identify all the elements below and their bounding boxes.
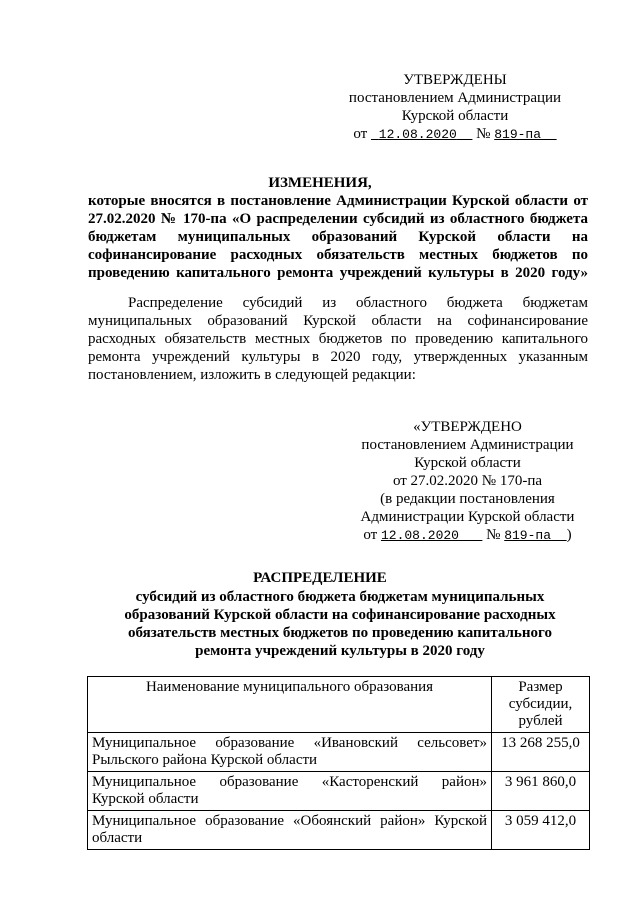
approval-title: УТВЕРЖДЕНЫ — [403, 72, 507, 88]
approval-inner-line-5: Администрации Курской области — [360, 509, 575, 525]
row-name-line: Муниципальное образование «Ивановский сельсовет» — [92, 735, 487, 751]
table-header-row — [88, 677, 590, 733]
approval-block-top — [330, 71, 580, 144]
table-row — [88, 811, 590, 850]
changes-line: бюджетам муниципальных образований Курской области на — [88, 229, 588, 245]
approval-inner-line-2: Курской области — [414, 455, 521, 471]
header-name: Наименование муниципального образования — [88, 677, 492, 733]
approval-block-inner — [345, 418, 590, 545]
approval-number: 819-па — [494, 127, 542, 142]
distribution-line: образований Курской области на софинансирование расходных — [124, 607, 556, 623]
row-name-line: Рыльского района Курской области — [92, 752, 318, 768]
approval-inner-line-4: (в редакции постановления — [380, 491, 555, 507]
row-amount: 3 961 860,0 — [492, 772, 590, 811]
approval-inner-line-1: постановлением Администрации — [361, 437, 574, 453]
changes-line: 27.02.2020 № 170-па «О распределении субсидий из областного бюджета — [88, 211, 588, 227]
header-amount-line: субсидии, — [508, 696, 573, 712]
table-row — [88, 772, 590, 811]
row-name-line: Курской области — [92, 791, 199, 807]
approval-inner-date-line — [345, 526, 590, 545]
distribution-table — [87, 676, 590, 850]
body-paragraph — [88, 294, 588, 384]
closing-paren: ) — [566, 527, 572, 543]
paragraph-line: Распределение субсидий из областного бюджета бюджетам — [128, 295, 588, 311]
distribution-heading: РАСПРЕДЕЛЕНИЕ — [253, 570, 387, 586]
ot-label: от — [363, 527, 378, 543]
approval-line-1: постановлением Администрации — [348, 90, 562, 106]
approval-inner-date: 12.08.2020 — [380, 528, 459, 543]
approval-date-line — [330, 125, 580, 144]
row-name-line: Муниципальное образование «Обоянский район» Курской — [92, 813, 487, 829]
row-amount: 3 059 412,0 — [492, 811, 590, 850]
changes-line: софинансирование расходных обязательств местных бюджетов по — [88, 247, 588, 263]
approval-inner-line-3: от 27.02.2020 № 170-па — [392, 473, 543, 489]
header-amount-line: Размер — [518, 679, 563, 695]
approval-inner-number: 819-па — [504, 528, 552, 543]
distribution-line: субсидий из областного бюджета бюджетам муниципальных — [135, 589, 545, 605]
table-row — [88, 733, 590, 772]
distribution-subtitle — [90, 588, 590, 660]
approval-date: 12.08.2020 — [378, 127, 457, 142]
paragraph-line: постановлением, изложить в следующей редакции: — [88, 367, 416, 383]
paragraph-line: муниципальных образований Курской области на софинансирование — [88, 313, 588, 329]
approval-inner-title: «УТВЕРЖДЕНО — [413, 419, 522, 435]
row-name — [88, 772, 492, 811]
changes-heading: ИЗМЕНЕНИЯ, — [268, 175, 372, 191]
row-name-line: Муниципальное образование «Касторенский район» — [92, 774, 487, 790]
row-amount: 13 268 255,0 — [492, 733, 590, 772]
changes-line: проведению капитального ремонта учреждений культуры в 2020 году» — [88, 265, 588, 281]
approval-line-2: Курской области — [401, 108, 509, 124]
distribution-line: обязательств местных бюджетов по проведению капитального — [128, 625, 552, 641]
ot-label: от — [353, 126, 368, 142]
row-name-line: области — [92, 830, 143, 846]
changes-title — [88, 192, 588, 282]
paragraph-line: расходных обязательств местных бюджетов по проведению капитального — [88, 331, 588, 347]
changes-line: которые вносятся в постановление Администрации Курской области от — [88, 193, 588, 209]
distribution-line: ремонта учреждений культуры в 2020 году — [195, 643, 485, 659]
header-amount — [492, 677, 590, 733]
header-amount-line: рублей — [518, 713, 563, 729]
number-sign: № — [486, 527, 501, 543]
number-sign: № — [476, 126, 491, 142]
row-name — [88, 811, 492, 850]
paragraph-line: ремонта учреждений культуры в 2020 году, утвержденных указанным — [88, 349, 588, 365]
row-name — [88, 733, 492, 772]
